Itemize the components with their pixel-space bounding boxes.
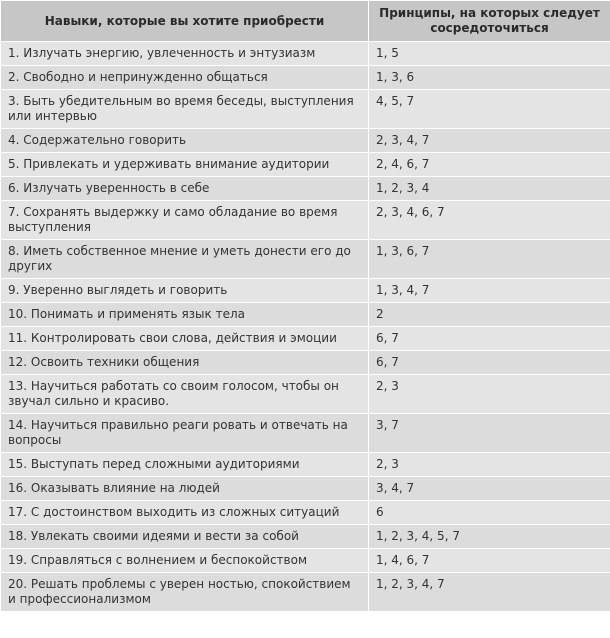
principles-cell: 1, 2, 3, 4, 7: [369, 573, 610, 612]
skill-cell: 2. Свободно и непринужденно общаться: [1, 66, 369, 90]
skill-cell: 18. Увлекать своими идеями и вести за собой: [1, 525, 369, 549]
table-row: [1, 351, 610, 375]
table-row: [1, 477, 610, 501]
skill-cell: 5. Привлекать и удерживать внимание аудитории: [1, 153, 369, 177]
principles-cell: 1, 3, 6, 7: [369, 240, 610, 279]
table-row: [1, 240, 610, 279]
principles-cell: 2, 3: [369, 453, 610, 477]
skill-cell: 8. Иметь собственное мнение и уметь донести его до других: [1, 240, 369, 279]
table-row: [1, 501, 610, 525]
table-row: [1, 66, 610, 90]
principles-cell: 2, 4, 6, 7: [369, 153, 610, 177]
principles-cell: 6, 7: [369, 351, 610, 375]
principles-cell: 6: [369, 501, 610, 525]
header-principles: Принципы, на которых следует сосредоточиться: [369, 1, 610, 42]
skill-cell: 17. С достоинством выходить из сложных ситуаций: [1, 501, 369, 525]
table-row: [1, 90, 610, 129]
skill-cell: 19. Справляться с волнением и беспокойством: [1, 549, 369, 573]
skill-cell: 4. Содержательно говорить: [1, 129, 369, 153]
skill-cell: 9. Уверенно выглядеть и говорить: [1, 279, 369, 303]
table-row: [1, 453, 610, 477]
skill-cell: 11. Контролировать свои слова, действия и эмоции: [1, 327, 369, 351]
table-row: [1, 42, 610, 66]
table-row: [1, 153, 610, 177]
table-row: [1, 129, 610, 153]
principles-cell: 1, 3, 4, 7: [369, 279, 610, 303]
principles-cell: 2, 3: [369, 375, 610, 414]
principles-cell: 3, 7: [369, 414, 610, 453]
principles-cell: 2: [369, 303, 610, 327]
skill-cell: 6. Излучать уверенность в себе: [1, 177, 369, 201]
skill-cell: 16. Оказывать влияние на людей: [1, 477, 369, 501]
principles-cell: 4, 5, 7: [369, 90, 610, 129]
table-row: [1, 525, 610, 549]
principles-cell: 1, 2, 3, 4: [369, 177, 610, 201]
principles-cell: 2, 3, 4, 7: [369, 129, 610, 153]
table-row: [1, 279, 610, 303]
header-row: [1, 1, 610, 42]
table-row: [1, 549, 610, 573]
table-header: [1, 1, 610, 42]
skill-cell: 15. Выступать перед сложными аудиториями: [1, 453, 369, 477]
table-row: [1, 303, 610, 327]
table-row: [1, 375, 610, 414]
principles-cell: 2, 3, 4, 6, 7: [369, 201, 610, 240]
table-body: [1, 42, 610, 612]
table-row: [1, 414, 610, 453]
skill-cell: 12. Освоить техники общения: [1, 351, 369, 375]
principles-cell: 6, 7: [369, 327, 610, 351]
skill-cell: 20. Решать проблемы с уверен ностью, спокойствием и профессионализмом: [1, 573, 369, 612]
table-row: [1, 573, 610, 612]
skill-cell: 3. Быть убедительным во время беседы, выступления или интервью: [1, 90, 369, 129]
header-skills: Навыки, которые вы хотите приобрести: [1, 1, 369, 42]
skill-cell: 7. Сохранять выдержку и само обладание во время выступления: [1, 201, 369, 240]
principles-cell: 1, 4, 6, 7: [369, 549, 610, 573]
skill-cell: 1. Излучать энергию, увлеченность и энтузиазм: [1, 42, 369, 66]
principles-cell: 1, 2, 3, 4, 5, 7: [369, 525, 610, 549]
table-row: [1, 177, 610, 201]
skill-cell: 14. Научиться правильно реаги ровать и отвечать на вопросы: [1, 414, 369, 453]
table-row: [1, 201, 610, 240]
table-row: [1, 327, 610, 351]
principles-cell: 3, 4, 7: [369, 477, 610, 501]
skill-cell: 10. Понимать и применять язык тела: [1, 303, 369, 327]
skill-cell: 13. Научиться работать со своим голосом, чтобы он звучал сильно и красиво.: [1, 375, 369, 414]
principles-cell: 1, 5: [369, 42, 610, 66]
principles-cell: 1, 3, 6: [369, 66, 610, 90]
